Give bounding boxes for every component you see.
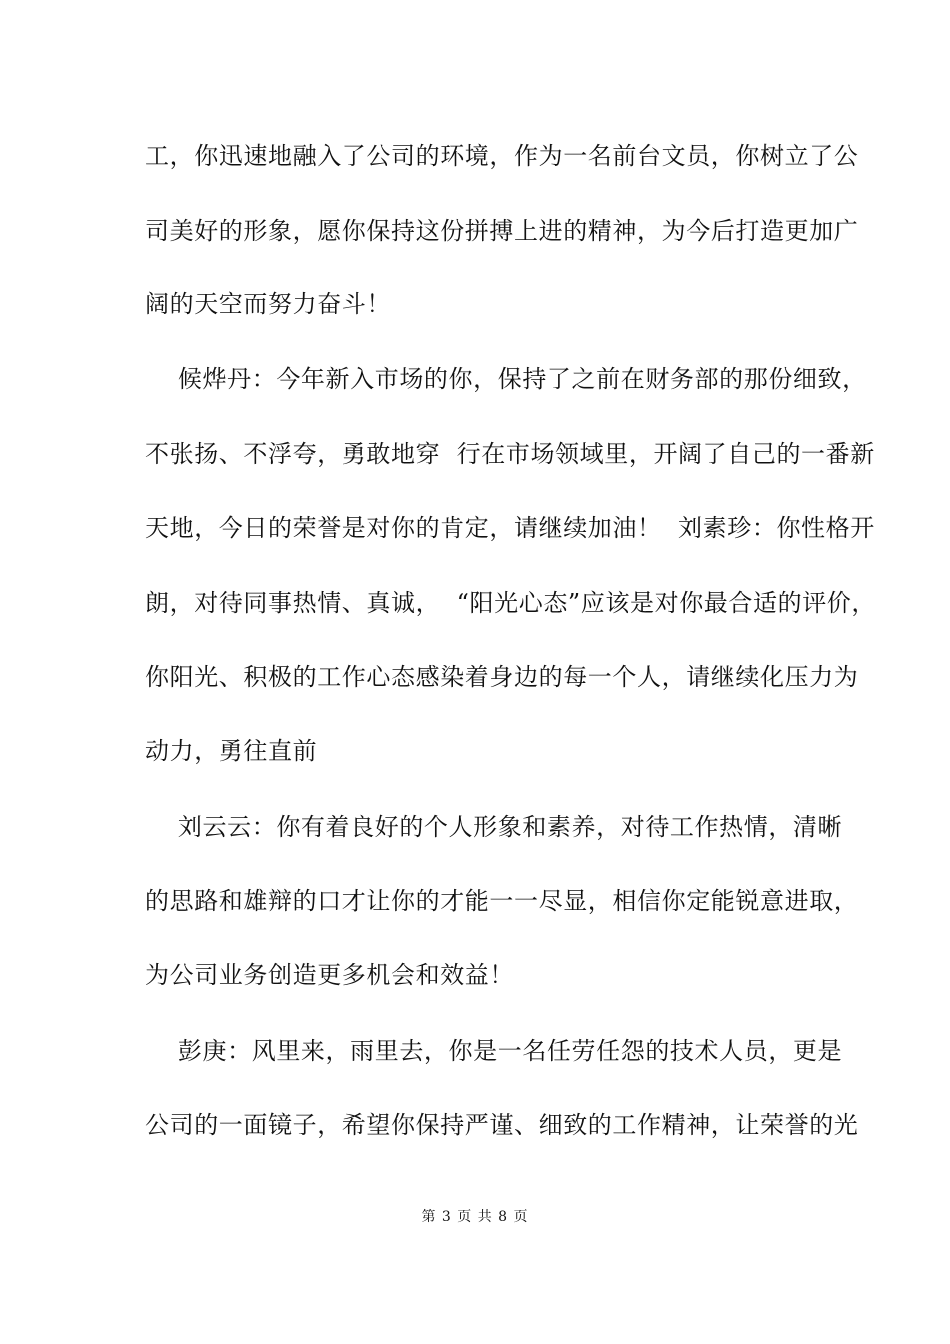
text-line: 朗，对待同事热情、真诚， “阳光心态”应该是对你最合适的评价，	[145, 589, 876, 617]
text-line: 的思路和雄辩的口才让你的才能一一尽显，相信你定能锐意进取，	[145, 887, 859, 915]
text-line: 彭庚：风里来，雨里去，你是一名任劳任怨的技术人员，更是	[145, 1037, 843, 1065]
text-line: 刘云云：你有着良好的个人形象和素养，对待工作热情，清晰	[145, 813, 843, 841]
text-line: 工，你迅速地融入了公司的环境，作为一名前台文员，你树立了公	[145, 142, 859, 170]
text-line: 天地，今日的荣誉是对你的肯定，请继续加油！ 刘素珍：你性格开	[145, 514, 875, 542]
text-line: 动力，勇往直前	[145, 737, 318, 765]
text-line: 不张扬、不浮夸，勇敢地穿 行在市场领域里，开阔了自己的一番新	[145, 440, 875, 468]
text-line: 公司的一面镜子，希望你保持严谨、细致的工作精神，让荣誉的光	[145, 1111, 859, 1139]
text-line: 司美好的形象，愿你保持这份拼搏上进的精神，为今后打造更加广	[145, 217, 859, 245]
text-line: 候烨丹：今年新入市场的你，保持了之前在财务部的那份细致，	[145, 365, 867, 393]
text-line: 为公司业务创造更多机会和效益！	[145, 961, 514, 989]
text-line: 阔的天空而努力奋斗！	[145, 290, 391, 318]
text-line: 你阳光、积极的工作心态感染着身边的每一个人，请继续化压力为	[145, 663, 859, 691]
page-footer	[0, 1208, 950, 1226]
page-number: 第 3 页 共 8 页	[421, 1209, 529, 1225]
